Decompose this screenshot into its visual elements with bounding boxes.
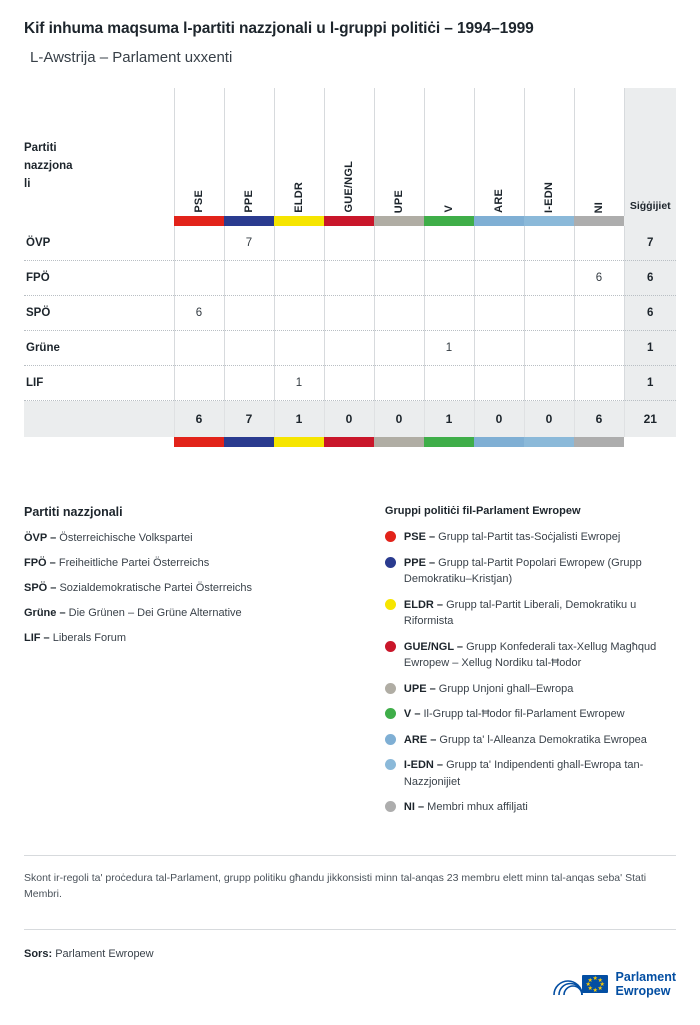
cell-gue-ngl	[324, 296, 374, 331]
strip-i-edn	[524, 216, 574, 226]
strip-eldr	[274, 437, 324, 447]
cell-eldr: 1	[274, 366, 324, 401]
legend-group-abbr: UPE –	[403, 682, 436, 695]
legend-group-item	[385, 732, 676, 749]
strip-ppe	[224, 216, 274, 226]
legend-color-dot-icon	[385, 708, 396, 719]
total-are: 0	[474, 401, 524, 438]
legend-group-item	[385, 597, 676, 630]
column-header-ppe	[224, 88, 274, 216]
cell-are	[474, 226, 524, 261]
row-total: 1	[624, 366, 676, 401]
cell-ppe	[224, 261, 274, 296]
source-label: Sors:	[24, 948, 53, 961]
row-header-line1: Partiti	[24, 142, 57, 154]
strip-pse	[174, 216, 224, 226]
table-row	[24, 331, 676, 366]
column-header-v	[424, 88, 474, 216]
legend-group-abbr: NI –	[403, 801, 425, 813]
cell-pse	[174, 366, 224, 401]
column-header-label: PSE	[193, 190, 205, 213]
cell-v	[424, 296, 474, 331]
row-party-name: ÖVP	[24, 226, 174, 261]
row-header-line2: nazzjona	[24, 159, 73, 172]
cell-eldr	[274, 261, 324, 296]
row-party-name: LIF	[24, 366, 174, 401]
totals-spacer	[24, 401, 174, 438]
cell-i-edn	[524, 366, 574, 401]
total-upe: 0	[374, 401, 424, 438]
parliament-emblem-icon	[550, 967, 608, 1001]
legend-party-abbr: Grüne –	[24, 606, 66, 619]
footnote: Skont ir-regoli ta' proċedura tal-Parlament, grupp politiku għandu jikkonsisti minn tal-anqas 23 membru elett minn tal-anqas seba' Stati Membri.	[24, 871, 647, 901]
column-header-i-edn	[524, 88, 574, 216]
legend-group-name: Membri mhux affiljati	[427, 801, 528, 813]
total-i-edn: 0	[524, 401, 574, 438]
legend-color-dot-icon	[385, 801, 396, 812]
column-header-label: I-EDN	[543, 182, 555, 213]
cell-i-edn	[524, 261, 574, 296]
strip-gue-ngl	[324, 437, 374, 447]
legend-group-name: Grupp Konfederali tax-Xellug Magħqud Ewropew – Xellug Nordiku tal-Ħodor	[403, 640, 657, 669]
legend-parties-list	[24, 531, 385, 647]
table-row	[24, 261, 676, 296]
strip-total	[624, 216, 676, 226]
total-ni: 6	[574, 401, 624, 438]
strip-total-bottom	[624, 437, 676, 447]
parliament-logo	[550, 967, 676, 1001]
cell-ppe: 7	[224, 226, 274, 261]
legend-group-name: Grupp tal-Partit tas-Soċjalisti Ewropej	[438, 531, 621, 543]
cell-ppe	[224, 296, 274, 331]
strip-upe	[374, 216, 424, 226]
table-totals-row	[24, 401, 676, 438]
logo-line-1: Parlament	[615, 969, 676, 984]
cell-ni	[574, 331, 624, 366]
strip-ni	[574, 216, 624, 226]
legend-party-name: Liberals Forum	[52, 631, 127, 644]
legend-political-groups	[385, 505, 676, 825]
row-party-name: FPÖ	[24, 261, 174, 296]
cell-are	[474, 296, 524, 331]
page-subtitle: L-Awstrija – Parlament uxxenti	[30, 49, 233, 66]
legend-parties-title: Partiti nazzjonali	[24, 505, 123, 519]
cell-v	[424, 366, 474, 401]
legend-group-name: Grupp tal-Partit Liberali, Demokratiku u Riformista	[403, 598, 637, 627]
cell-eldr	[274, 226, 324, 261]
logo-line-2: Ewropew	[615, 984, 671, 998]
row-total: 7	[624, 226, 676, 261]
eu-flag-icon: ★ ★ ★ ★ ★ ★ ★ ★	[582, 975, 608, 993]
column-header-label: V	[443, 205, 455, 213]
row-total: 6	[624, 296, 676, 331]
legend-color-dot-icon	[385, 759, 396, 770]
total-v: 1	[424, 401, 474, 438]
legend-group-item	[385, 555, 676, 588]
legend-group-item	[385, 681, 676, 698]
color-strip-top	[24, 216, 676, 226]
column-header-total: Siġġijiet	[624, 88, 676, 216]
row-party-name: SPÖ	[24, 296, 174, 331]
legend-group-abbr: GUE/NGL –	[403, 640, 464, 653]
total-pse: 6	[174, 401, 224, 438]
strip-are	[474, 437, 524, 447]
row-header-label	[24, 88, 174, 216]
legend-party-name: Freiheitliche Partei Österreichs	[58, 556, 210, 569]
row-party-name: Grüne	[24, 331, 174, 366]
column-header-label: ARE	[493, 189, 505, 213]
column-header-ni	[574, 88, 624, 216]
cell-eldr	[274, 296, 324, 331]
parliament-logo-text	[616, 970, 676, 999]
strip-are	[474, 216, 524, 226]
strip-pse	[174, 437, 224, 447]
row-total: 6	[624, 261, 676, 296]
cell-ni	[574, 226, 624, 261]
strip-gue-ngl	[324, 216, 374, 226]
legend-party-item	[24, 631, 385, 647]
cell-upe	[374, 366, 424, 401]
cell-are	[474, 261, 524, 296]
legend-group-name: Grupp Unjoni ghall–Ewropa	[438, 682, 574, 695]
cell-ni	[574, 296, 624, 331]
strip-ni	[574, 437, 624, 447]
cell-ni	[574, 366, 624, 401]
legend-group-abbr: ARE –	[403, 733, 437, 746]
legend-group-abbr: PSE –	[403, 531, 436, 543]
cell-ni: 6	[574, 261, 624, 296]
legend	[24, 505, 676, 825]
legend-party-item	[24, 581, 385, 597]
cell-upe	[374, 261, 424, 296]
cell-upe	[374, 296, 424, 331]
legend-group-item	[385, 757, 676, 790]
grand-total: 21	[624, 401, 676, 438]
total-ppe: 7	[224, 401, 274, 438]
cell-are	[474, 331, 524, 366]
row-header-line3: li	[24, 177, 31, 190]
column-header-gue-ngl	[324, 88, 374, 216]
legend-color-dot-icon	[385, 531, 396, 542]
cell-v: 1	[424, 331, 474, 366]
cell-i-edn	[524, 296, 574, 331]
page-title: Kif inhuma maqsuma l-partiti nazzjonali u l-gruppi politiċi – 1994–1999	[24, 20, 534, 37]
row-total: 1	[624, 331, 676, 366]
cell-i-edn	[524, 226, 574, 261]
cell-gue-ngl	[324, 366, 374, 401]
column-header-eldr	[274, 88, 324, 216]
source-value: Parlament Ewropew	[55, 948, 154, 961]
cell-are	[474, 366, 524, 401]
column-header-pse	[174, 88, 224, 216]
column-header-are	[474, 88, 524, 216]
cell-pse: 6	[174, 296, 224, 331]
cell-pse	[174, 261, 224, 296]
legend-party-abbr: LIF –	[24, 631, 50, 644]
legend-color-dot-icon	[385, 641, 396, 652]
legend-group-abbr: I-EDN –	[403, 759, 444, 771]
legend-party-name: Österreichische Volkspartei	[59, 532, 193, 544]
column-header-label: PPE	[243, 190, 255, 213]
legend-group-name: Grupp tal-Partit Popolari Ewropew (Grupp Demokratiku–Kristjan)	[403, 556, 642, 585]
legend-color-dot-icon	[385, 557, 396, 568]
strip-eldr	[274, 216, 324, 226]
legend-party-item	[24, 606, 385, 622]
color-strip-bottom	[24, 437, 676, 447]
table-row	[24, 366, 676, 401]
hemicycle-icon	[550, 969, 584, 999]
cell-pse	[174, 226, 224, 261]
strip-upe	[374, 437, 424, 447]
total-gue-ngl: 0	[324, 401, 374, 438]
legend-party-abbr: ÖVP –	[24, 532, 57, 544]
cell-ppe	[224, 366, 274, 401]
strip-spacer	[24, 437, 174, 447]
legend-group-item	[385, 529, 676, 546]
legend-party-name: Sozialdemokratische Partei Österreichs	[59, 581, 253, 594]
total-eldr: 1	[274, 401, 324, 438]
strip-spacer	[24, 216, 174, 226]
legend-party-name: Die Grünen – Dei Grüne Alternative	[68, 606, 242, 619]
legend-color-dot-icon	[385, 683, 396, 694]
strip-ppe	[224, 437, 274, 447]
legend-groups-list	[385, 529, 676, 816]
column-header-label: UPE	[393, 189, 405, 213]
legend-group-item	[385, 639, 676, 672]
legend-groups-title: Gruppi politiċi fil-Parlament Ewropew	[384, 505, 581, 517]
legend-group-item	[385, 706, 676, 723]
table-row	[24, 296, 676, 331]
source-line	[24, 930, 676, 960]
legend-party-abbr: FPÖ –	[24, 556, 56, 569]
table-header-row	[24, 88, 676, 216]
column-header-label: ELDR	[293, 182, 305, 213]
cell-pse	[174, 331, 224, 366]
strip-v	[424, 216, 474, 226]
legend-party-item	[24, 556, 385, 572]
legend-group-abbr: ELDR –	[403, 598, 444, 611]
cell-i-edn	[524, 331, 574, 366]
legend-group-item	[385, 799, 676, 816]
column-header-upe	[374, 88, 424, 216]
cell-gue-ngl	[324, 261, 374, 296]
table-row	[24, 226, 676, 261]
legend-group-abbr: PPE –	[403, 556, 436, 569]
legend-party-item	[24, 531, 385, 547]
column-header-label: NI	[593, 201, 605, 213]
legend-national-parties	[24, 505, 385, 825]
cell-v	[424, 261, 474, 296]
legend-group-abbr: V –	[403, 708, 421, 720]
cell-gue-ngl	[324, 226, 374, 261]
cell-upe	[374, 331, 424, 366]
cell-gue-ngl	[324, 331, 374, 366]
legend-group-name: Grupp ta' l-Alleanza Demokratika Ewropea	[439, 733, 647, 746]
cell-eldr	[274, 331, 324, 366]
legend-group-name: Grupp ta' Indipendenti ghall-Ewropa tan-Nazzjonijiet	[403, 759, 644, 788]
cell-ppe	[224, 331, 274, 366]
column-header-label: GUE/NGL	[343, 161, 355, 213]
strip-v	[424, 437, 474, 447]
legend-color-dot-icon	[385, 734, 396, 745]
cell-v	[424, 226, 474, 261]
seats-table	[24, 88, 676, 447]
legend-party-abbr: SPÖ –	[24, 581, 57, 594]
cell-upe	[374, 226, 424, 261]
legend-color-dot-icon	[385, 599, 396, 610]
seats-table-wrapper	[24, 88, 676, 447]
legend-group-name: Il-Grupp tal-Ħodor fil-Parlament Ewropew	[423, 708, 625, 720]
strip-i-edn	[524, 437, 574, 447]
